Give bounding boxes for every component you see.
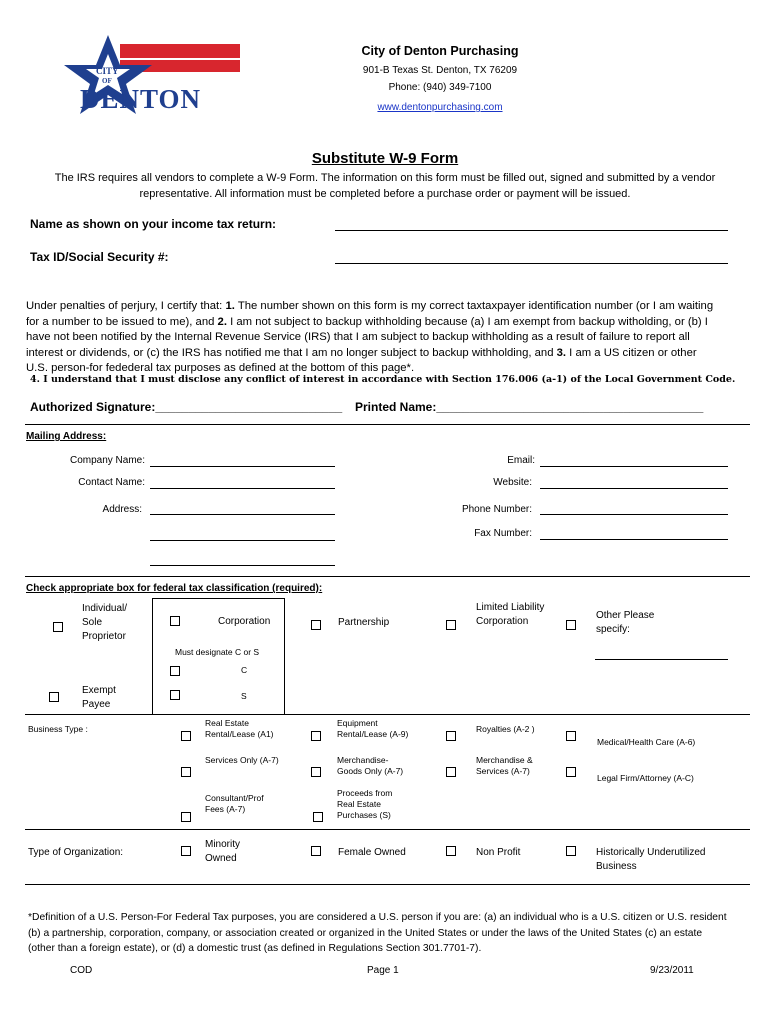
royalties-checkbox[interactable] <box>446 731 456 741</box>
org-name: City of Denton Purchasing <box>361 44 519 58</box>
must-designate-label: Must designate C or S <box>175 647 260 657</box>
cert-part-2: The number shown on this form is my correct taxtaxpayer identification number (or I am waiting for a number to be issued to me), and <box>26 300 714 328</box>
c-corp-checkbox[interactable] <box>170 666 180 676</box>
partnership-checkbox[interactable] <box>311 620 321 630</box>
section-divider <box>25 576 750 577</box>
female-owned-checkbox[interactable] <box>311 846 321 856</box>
merchandise-services-label: Merchandise & Services (A-7) <box>476 755 533 776</box>
merchandise-goods-checkbox[interactable] <box>311 767 321 777</box>
cert-num-3: 3. <box>556 346 567 359</box>
equipment-checkbox[interactable] <box>311 731 321 741</box>
city-logo <box>50 32 265 114</box>
printed-name-field[interactable]: Printed Name:________________________________________ <box>355 400 704 414</box>
name-field[interactable] <box>335 230 728 231</box>
equipment-label: Equipment Rental/Lease (A-9) <box>337 718 409 739</box>
us-person-definition: *Definition of a U.S. Person-For Federal Tax purposes, you are considered a U.S. person if you are: (a) an individual who is a U.S. citizen or U.S. resident (b) a partnership, corporation, company, or association created or organized in the United States or under the laws of the United States (c) an estate (other than a foreign estate), or (d) a domestic trust (as defined in Regulations Section 301.7701-7). <box>28 912 727 954</box>
business-type-label: Business Type : <box>28 724 88 734</box>
org-type-label: Type of Organization: <box>28 847 124 858</box>
cert-num-1: 1. <box>225 300 235 312</box>
cert-part-4: I am a US citizen or other U.S. person-for fedederal tax purposes as defined at the bottom of this page*. <box>26 346 697 374</box>
hub-label: Historically Underutilized Business <box>596 847 706 872</box>
s-corp-checkbox[interactable] <box>170 690 180 700</box>
org-website-link[interactable]: www.dentonpurchasing.com <box>377 102 503 113</box>
consultant-checkbox[interactable] <box>181 812 191 822</box>
footer-date: 9/23/2011 <box>650 965 694 976</box>
corporation-label: Corporation <box>218 616 271 627</box>
minority-owned-checkbox[interactable] <box>181 846 191 856</box>
real-estate-label: Real Estate Rental/Lease (A1) <box>205 718 274 739</box>
other-specify-field[interactable] <box>595 659 728 660</box>
merchandise-goods-label: Merchandise-Goods Only (A-7) <box>337 755 404 776</box>
medical-label: Medical/Health Care (A-6) <box>597 737 696 747</box>
cert-part-1: Under penalties of perjury, I certify that: <box>26 300 226 312</box>
page-number: Page 1 <box>367 965 399 976</box>
section-divider <box>25 714 750 715</box>
exempt-payee-checkbox[interactable] <box>49 692 59 702</box>
contact-name-label: Contact Name: <box>78 477 145 488</box>
certification-text <box>26 299 721 377</box>
org-phone: Phone: (940) 349-7100 <box>388 82 492 93</box>
intro-text: The IRS requires all vendors to complete a W-9 Form. The information on this form must be filled out, signed and submitted by a vendor representative. All information must be completed before a purchase order or payment will be issued. <box>54 172 716 200</box>
fax-number-label: Fax Number: <box>474 528 532 539</box>
real-estate-checkbox[interactable] <box>181 731 191 741</box>
authorized-signature-field[interactable]: Authorized Signature:____________________________ <box>30 400 343 414</box>
footer-left: COD <box>70 965 93 976</box>
other-checkbox[interactable] <box>566 620 576 630</box>
logo-denton-text: DENTON <box>80 84 202 114</box>
section-divider <box>25 424 750 425</box>
llc-label: Limited Liability Corporation <box>476 602 545 627</box>
company-name-field[interactable] <box>150 466 335 467</box>
non-profit-label: Non Profit <box>476 847 521 858</box>
minority-owned-label: Minority Owned <box>205 839 241 864</box>
individual-label: Individual/ Sole Proprietor <box>82 603 128 642</box>
org-address: 901-B Texas St. Denton, TX 76209 <box>362 65 518 76</box>
fax-number-field[interactable] <box>540 539 728 540</box>
cert-num-2: 2. <box>217 315 227 328</box>
exempt-payee-label: Exempt Payee <box>82 685 116 710</box>
other-label: Other Please specify: <box>596 610 655 635</box>
non-profit-checkbox[interactable] <box>446 846 456 856</box>
website-field[interactable] <box>540 488 728 489</box>
website-label: Website: <box>493 477 532 488</box>
legal-checkbox[interactable] <box>566 767 576 777</box>
royalties-label: Royalties (A-2 ) <box>476 724 535 734</box>
page-title: Substitute W-9 Form <box>311 150 459 167</box>
cert-part-3: I am not subject to backup withholding because (a) I am exempt from backup witholding, or (b) I have not been notified by the Internal Revenue Service (IRS) that I am subject to backup withholding as a result of failure to report all interest or dividends, or (c) the IRS has notified me that I am no longer subject to backup withholding, and <box>26 315 708 359</box>
individual-checkbox[interactable] <box>53 622 63 632</box>
c-corp-label: C <box>241 665 248 675</box>
proceeds-label: Proceeds from Real Estate Purchases (S) <box>337 788 393 820</box>
services-label: Services Only (A-7) <box>205 755 279 765</box>
legal-label: Legal Firm/Attorney (A-C) <box>597 773 694 783</box>
phone-number-label: Phone Number: <box>461 504 532 515</box>
tin-label: Tax ID/Social Security #: <box>30 250 169 264</box>
address-field-2[interactable] <box>150 540 335 541</box>
address-field-1[interactable] <box>150 514 335 515</box>
company-name-label: Company Name: <box>69 455 145 466</box>
merchandise-services-checkbox[interactable] <box>446 767 456 777</box>
hub-checkbox[interactable] <box>566 846 576 856</box>
logo-of-text: OF <box>102 77 112 85</box>
cert-item-4: 4. I understand that I must disclose any conflict of interest in accordance with Section 176.006 (a-1) of the Local Government Code. <box>30 374 736 385</box>
medical-checkbox[interactable] <box>566 731 576 741</box>
partnership-label: Partnership <box>338 617 390 628</box>
classification-title: Check appropriate box for federal tax classification (required): <box>26 583 323 594</box>
name-label: Name as shown on your income tax return: <box>30 217 277 231</box>
contact-name-field[interactable] <box>150 488 335 489</box>
section-divider <box>25 829 750 830</box>
proceeds-checkbox[interactable] <box>313 812 323 822</box>
s-corp-label: S <box>241 691 247 701</box>
section-divider <box>25 884 750 885</box>
logo-city-text: CITY <box>96 66 119 76</box>
email-field[interactable] <box>540 466 728 467</box>
email-label: Email: <box>507 455 535 466</box>
tin-field[interactable] <box>335 263 728 264</box>
address-field-3[interactable] <box>150 565 335 566</box>
phone-number-field[interactable] <box>540 514 728 515</box>
llc-checkbox[interactable] <box>446 620 456 630</box>
consultant-label: Consultant/Prof Fees (A-7) <box>205 793 264 814</box>
address-label: Address: <box>102 504 142 515</box>
mailing-title: Mailing Address: <box>26 431 107 442</box>
female-owned-label: Female Owned <box>338 847 406 858</box>
corporation-checkbox[interactable] <box>170 616 180 626</box>
services-checkbox[interactable] <box>181 767 191 777</box>
